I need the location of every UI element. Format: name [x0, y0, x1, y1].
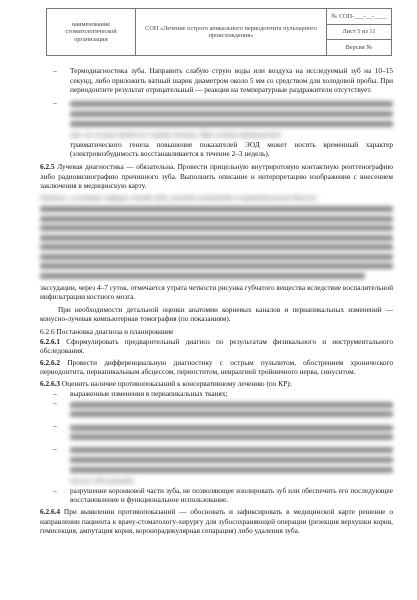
blurred-lines — [70, 101, 393, 126]
sheet-number: Лист 5 из 11 — [327, 25, 391, 41]
thermo-text: Термодиагностика зуба. Направить слабую струю воды или воздуха на исследуемый зуб на 10–15 секунд, либо приложить ватный шарик диаметром около 5 мм со средством для холодовой пробы. При периодонтите результат отрицательный — реакция на температурные раздражители отсутствует. — [70, 66, 393, 95]
sop-meta-cell — [327, 9, 391, 55]
contraindication-text: разрушение коронковой части зуба, не позволяющее изолировать зуб или обеспечить его последующее восстановление и функциональное использование. — [70, 485, 393, 505]
list-item — [40, 66, 393, 95]
org-line: стоматологической — [65, 28, 117, 36]
blurred-block — [40, 398, 393, 486]
dash-bullet: – — [53, 485, 57, 495]
section-6-2-6-3 — [40, 379, 393, 389]
dash-bullet: – — [53, 97, 57, 107]
blurred-block — [70, 98, 393, 159]
organization-cell — [47, 9, 136, 55]
list-item — [40, 486, 393, 505]
cbct-text: При необходимости детальной оценки анатомии корневых каналов и периапикальных изменений — конусно-лучевая компьютерная томография (по показаниям). — [40, 304, 393, 324]
blurred-line: них, не осуществляется в тканях пульпы. При остром периодонтите — [70, 130, 282, 140]
section-title-6-2-6: 6.2.6 Постановка диагноза и планирование — [40, 327, 174, 337]
sop-title: СОП «Лечение острого апикального периодонтита пульпарного происхождения» — [145, 24, 317, 39]
contraindication-text: выраженные изменения в периапикальных тканях; — [70, 388, 228, 398]
section-text: Провести дифференциальную диагностику с острым пульпитом, обострением хронического периодонтита, периапикальным абсцессом, периоститом, невралгией тройничного нерва, синуситом. — [40, 357, 393, 377]
blurred-block — [40, 193, 393, 279]
blurred-line: частых обострений); — [70, 476, 135, 486]
document-header-table — [46, 8, 392, 56]
dash-bullet: – — [53, 388, 57, 398]
org-line: наименование — [71, 21, 111, 29]
section-number: 6.2.6.3 — [40, 379, 61, 388]
blurred-lines — [40, 206, 393, 279]
section-number: 6.2.5 — [40, 161, 55, 171]
section-6-2-5 — [40, 162, 393, 191]
sop-title-cell — [136, 9, 327, 55]
list-item — [40, 476, 393, 486]
blurred-lines — [70, 398, 393, 421]
dash-bullet: – — [53, 443, 57, 453]
section-6-2-6-1 — [40, 337, 393, 356]
ted-note: травматического генеза повышение показателей ЭОД может носить временный характер (электровозбудимость восстанавливается в течение 2–3 недель). — [70, 139, 393, 159]
list-item — [40, 98, 393, 159]
section-text: Сформулировать предварительный диагноз по результатам физикального и инструментального обследования. — [40, 336, 393, 356]
dash-bullet: – — [53, 420, 57, 430]
list-item — [40, 389, 393, 399]
section-number: 6.2.6.4 — [40, 506, 61, 516]
section-6-2-6-4 — [40, 507, 393, 536]
section-number: 6.2.6.2 — [40, 357, 61, 367]
exudation-text: экссудации, через 4–7 суток, отмечается утрата четкости рисунка губчатого вещества вследствие воспалительной инфильтрации костного мозга. — [40, 282, 393, 302]
blurred-lines — [70, 421, 393, 444]
section-text: При выявлении противопоказаний — обосновать и зафиксировать в медицинской карте решение о направлении пациента к врачу-стоматологу-хирургу для зубосохраняющей операции (резекция верхушки корня, гемисекция, ампутация корня, коронорадикулярная сепарация) либо удаления зуба. — [40, 506, 393, 536]
section-number: 6.2.6.1 — [40, 336, 61, 346]
section-text: Оценить наличие противопоказаний к консервативному лечению (по КР): — [61, 379, 292, 388]
section-text: Лучевая диагностика — обязательна. Провести прицельную внутриротовую контактную рентгенографию либо радиовизиографию причинного зуба. Выполнить описание и интерпретацию изображения с внесением заключения в медицинскую карту. — [40, 161, 394, 191]
list-item — [40, 421, 393, 444]
dash-bullet: – — [53, 398, 57, 408]
section-6-2-6-2 — [40, 358, 393, 377]
blurred-lines — [70, 444, 393, 476]
sop-number: № СОП-___-__-____ — [327, 9, 391, 25]
list-item — [40, 444, 393, 476]
dash-bullet: – — [53, 66, 57, 75]
document-body — [40, 66, 393, 536]
org-line: организации — [74, 35, 108, 43]
version-number: Версия № — [345, 44, 373, 52]
list-item — [40, 398, 393, 421]
blurred-line: Оценить: состояние твёрдых тканей зуба, наличие изменений в периапикальной области. — [40, 192, 318, 202]
